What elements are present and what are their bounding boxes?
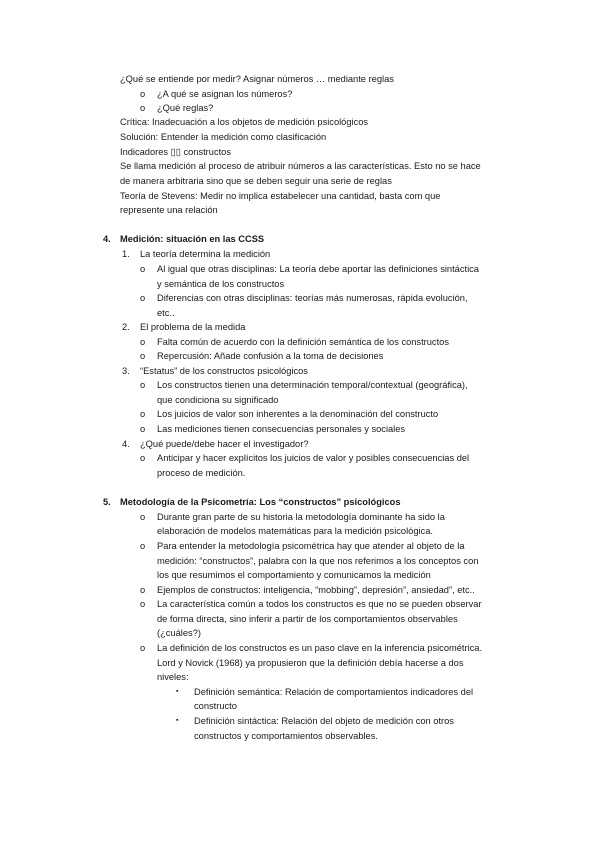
bullet-circle: o — [140, 585, 146, 595]
bullet-circle: o — [140, 599, 146, 609]
bullet-circle: o — [140, 89, 146, 99]
s4-item-4a-line-2: proceso de medición. — [157, 468, 246, 478]
intro-sub-a: ¿A qué se asignan los números? — [157, 89, 293, 99]
s5-c-line-1: Ejemplos de constructos: inteligencia, “mobbing”, depresión”, ansiedad”, etc.. — [157, 585, 475, 595]
s5-d-line-2: de forma directa, sino inferir a partir de los comportamientos observables — [157, 614, 458, 624]
s4-item-1b-line-1: Diferencias con otras disciplinas: teorías más numerosas, rápida evolución, — [157, 293, 468, 303]
s4-item-2a: Falta común de acuerdo con la definición semántica de los constructos — [157, 337, 449, 347]
s4-item-3b: Los juicios de valor son inherentes a la denominación del constructo — [157, 409, 439, 419]
s4-item-3a-line-1: Los constructos tienen una determinación temporal/contextual (geográfica), — [157, 380, 468, 390]
intro-line-5b: de manera arbitraria sino que se deben seguir una serie de reglas — [120, 176, 392, 186]
intro-line-2: Crítica: Inadecuación a los objetos de medición psicológicos — [120, 117, 369, 127]
section-5-title: Metodología de la Psicometría: Los “constructos” psicológicos — [120, 497, 401, 507]
intro-line-1: ¿Qué se entiende por medir? Asignar números … mediante reglas — [120, 74, 394, 84]
s5-f-line-1: Definición semántica: Relación de comportamientos indicadores del — [194, 687, 474, 697]
s5-b-line-3: los que resumimos el comportamiento y comunicamos la medición — [157, 570, 431, 580]
bullet-circle: o — [140, 337, 146, 347]
s5-e-line-2: Lord y Novick (1968) ya propusieron que la definición debía hacerse a dos — [157, 658, 464, 668]
s5-e-line-3: niveles: — [157, 672, 189, 682]
s4-item-2: El problema de la medida — [140, 322, 246, 332]
s4-item-3: “Estatus” de los constructos psicológicos — [140, 366, 308, 376]
bullet-circle: o — [140, 453, 146, 463]
s5-a-line-2: elaboración de modelos matemáticas para la medición psicológica. — [157, 526, 433, 536]
s5-b-line-2: medición: “constructos”, palabra con la que nos referimos a los conceptos con — [157, 556, 479, 566]
s5-d-line-3: (¿cuáles?) — [157, 628, 201, 638]
list-number: 3. — [122, 366, 130, 376]
intro-sub-b: ¿Qué reglas? — [157, 103, 214, 113]
bullet-circle: o — [140, 380, 146, 390]
s4-item-4a-line-1: Anticipar y hacer explícitos los juicios de valor y posibles consecuencias del — [157, 453, 470, 463]
s4-item-1: La teoría determina la medición — [140, 249, 271, 259]
s4-item-3c: Las mediciones tienen consecuencias personales y sociales — [157, 424, 406, 434]
s4-item-1a-line-2: y semántica de los constructos — [157, 279, 285, 289]
s5-b-line-1: Para entender la metodología psicométrica hay que atender al objeto de la — [157, 541, 465, 551]
bullet-square: ▪ — [176, 717, 179, 724]
bullet-circle: o — [140, 351, 146, 361]
intro-line-5a: Se llama medición al proceso de atribuir números a las características. Esto no se hace — [120, 161, 481, 171]
list-number: 2. — [122, 322, 130, 332]
intro-line-6b: represente una relación — [120, 205, 218, 215]
s5-g-line-2: constructos y comportamientos observables. — [194, 731, 378, 741]
bullet-square: ▪ — [176, 688, 179, 695]
list-number: 1. — [122, 249, 130, 259]
list-number: 4. — [122, 439, 130, 449]
s4-item-3a-line-2: que condiciona su significado — [157, 395, 279, 405]
s4-item-1a-line-1: Al igual que otras disciplinas: La teoría debe aportar las definiciones sintáctica — [157, 264, 479, 274]
intro-line-3: Solución: Entender la medición como clasificación — [120, 132, 327, 142]
s5-g-line-1: Definición sintáctica: Relación del objeto de medición con otros — [194, 716, 454, 726]
bullet-circle: o — [140, 424, 146, 434]
section-4-title: Medición: situación en las CCSS — [120, 234, 265, 244]
section-5-number: 5. — [103, 497, 111, 507]
s5-f-line-2: constructo — [194, 701, 237, 711]
section-4-number: 4. — [103, 234, 111, 244]
bullet-circle: o — [140, 293, 146, 303]
bullet-circle: o — [140, 409, 146, 419]
bullet-circle: o — [140, 541, 146, 551]
bullet-circle: o — [140, 264, 146, 274]
intro-line-4: Indicadores ▯▯ constructos — [120, 147, 231, 157]
bullet-circle: o — [140, 512, 146, 522]
bullet-circle: o — [140, 103, 146, 113]
intro-line-6a: Teoría de Stevens: Medir no implica estabelecer una cantidad, basta com que — [120, 191, 441, 201]
s4-item-4: ¿Qué puede/debe hacer el investigador? — [140, 439, 309, 449]
bullet-circle: o — [140, 643, 146, 653]
s5-a-line-1: Durante gran parte de su historia la metodología dominante ha sido la — [157, 512, 445, 522]
s4-item-2b: Repercusión: Añade confusión a la toma de decisiones — [157, 351, 384, 361]
s5-d-line-1: La característica común a todos los constructos es que no se pueden observar — [157, 599, 482, 609]
s4-item-1b-line-2: etc.. — [157, 308, 175, 318]
s5-e-line-1: La definición de los constructos es un paso clave en la inferencia psicométrica. — [157, 643, 483, 653]
